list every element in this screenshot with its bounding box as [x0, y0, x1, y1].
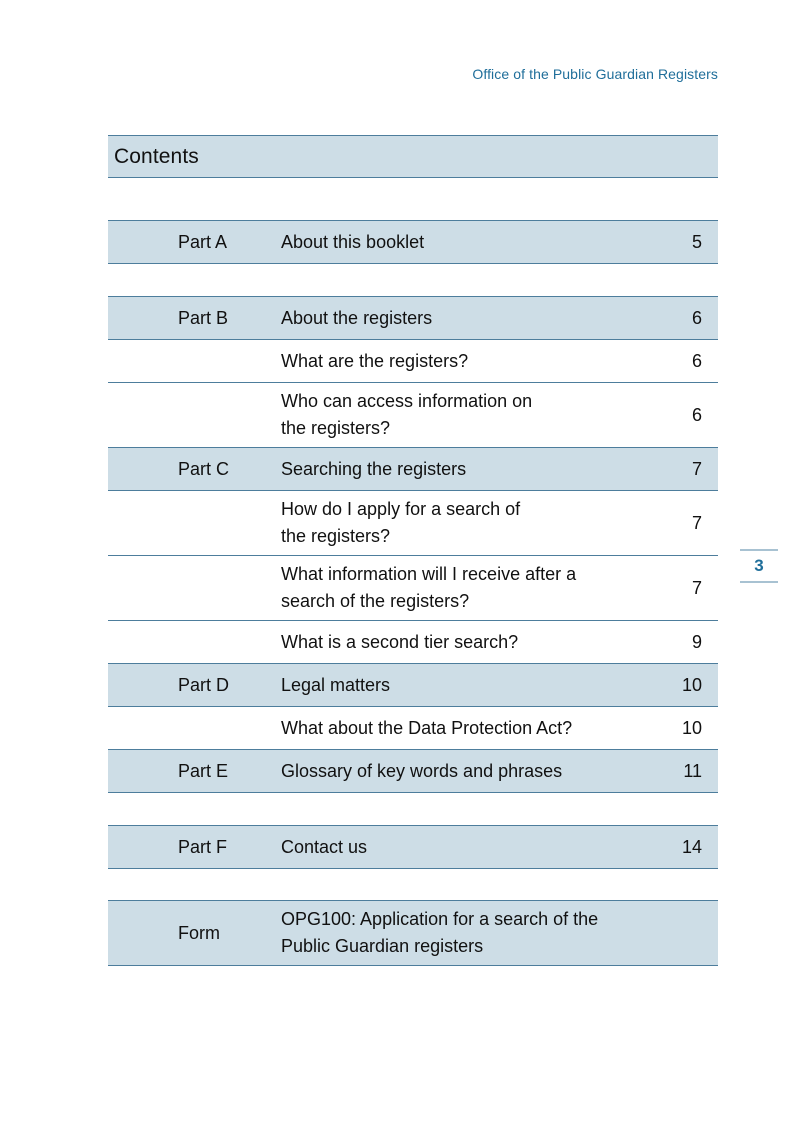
- toc-row-form[interactable]: [108, 900, 718, 966]
- toc-row-entry[interactable]: [108, 340, 718, 383]
- part-title: Legal matters: [281, 674, 391, 695]
- contents-title: Contents: [108, 135, 718, 178]
- part-title: About the registers: [281, 307, 433, 328]
- toc-row-entry[interactable]: [108, 707, 718, 750]
- toc-row-entry[interactable]: [108, 621, 718, 664]
- page-ref: 11: [683, 760, 702, 781]
- entry-title: What is a second tier search?: [281, 631, 519, 652]
- spacer: [108, 869, 718, 900]
- toc-row-entry[interactable]: [108, 491, 718, 556]
- spacer: [108, 793, 718, 825]
- page-ref: 7: [691, 458, 702, 479]
- part-title: Searching the registers: [281, 458, 467, 479]
- toc-row-part[interactable]: [108, 750, 718, 793]
- part-title: About this booklet: [281, 231, 425, 252]
- toc-row-part[interactable]: [108, 448, 718, 491]
- page-ref: 10: [681, 674, 702, 695]
- running-head: Office of the Public Guardian Registers: [472, 66, 718, 82]
- entry-title: What information will I receive after a search of the registers?: [281, 564, 577, 611]
- part-label: Part E: [178, 760, 229, 781]
- page-ref: 10: [681, 717, 702, 738]
- page-ref: 7: [691, 512, 702, 533]
- toc-row-part[interactable]: [108, 825, 718, 869]
- part-label: Part C: [178, 458, 230, 479]
- part-label: Part D: [178, 674, 230, 695]
- part-title: OPG100: Application for a search of the Public Guardian registers: [281, 909, 599, 956]
- page-ref: 9: [691, 631, 702, 652]
- page-ref: 14: [681, 836, 702, 857]
- toc-row-entry[interactable]: [108, 383, 718, 448]
- part-label: Part F: [178, 836, 228, 857]
- toc-row-part[interactable]: [108, 220, 718, 264]
- entry-title: Who can access information on the registers?: [281, 391, 533, 438]
- page-ref: 6: [691, 307, 702, 328]
- page-ref: 5: [691, 231, 702, 252]
- part-title: Contact us: [281, 836, 368, 857]
- part-label: Part B: [178, 307, 229, 328]
- part-label: Form: [178, 922, 220, 943]
- spacer: [108, 264, 718, 296]
- part-title: Glossary of key words and phrases: [281, 760, 563, 781]
- toc-row-part[interactable]: [108, 664, 718, 707]
- spacer: [108, 178, 718, 220]
- contents-table: [108, 135, 718, 966]
- page-ref: 6: [691, 404, 702, 425]
- entry-title: How do I apply for a search of the registers?: [281, 499, 521, 546]
- toc-row-part[interactable]: [108, 296, 718, 340]
- part-label: Part A: [178, 231, 228, 252]
- page-number: 3: [740, 549, 778, 583]
- page-ref: 7: [691, 577, 702, 598]
- toc-row-entry[interactable]: [108, 556, 718, 621]
- page-ref: 6: [691, 350, 702, 371]
- entry-title: What about the Data Protection Act?: [281, 717, 573, 738]
- entry-title: What are the registers?: [281, 350, 469, 371]
